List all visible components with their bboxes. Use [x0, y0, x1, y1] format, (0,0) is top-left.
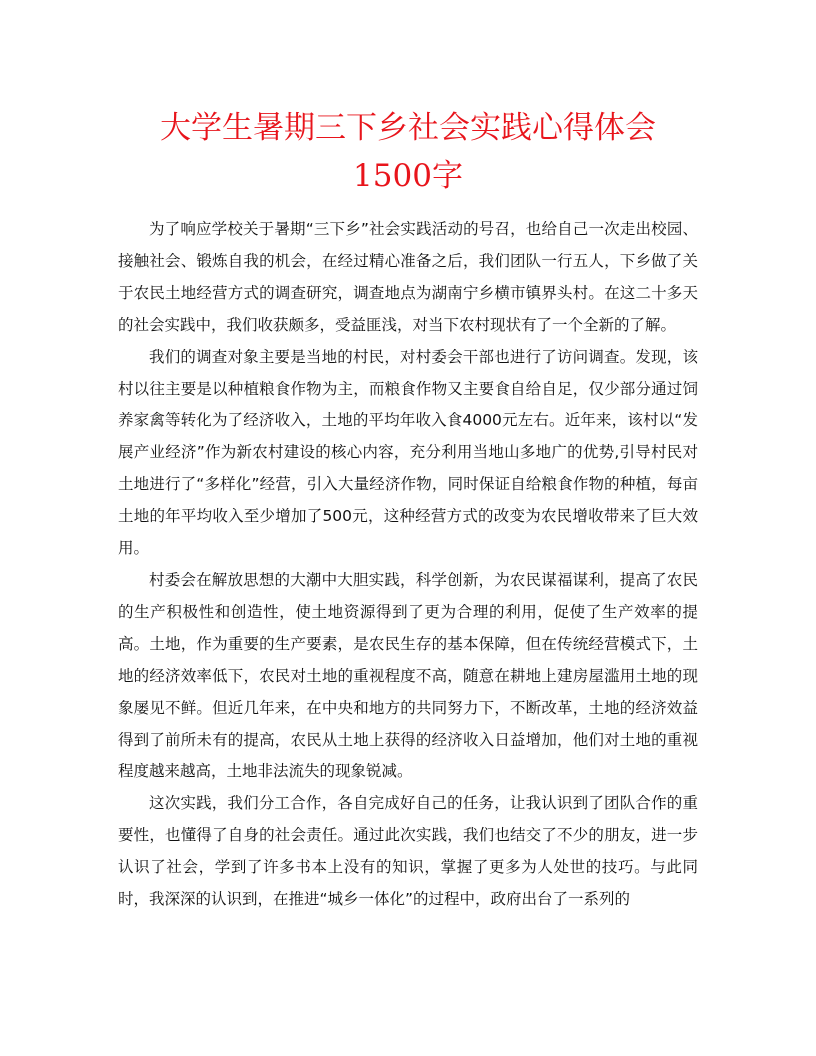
document-body	[118, 214, 698, 916]
paragraph-4: 这次实践，我们分工合作，各自完成好自己的任务，让我认识到了团队合作的重要性，也懂得了自身的社会责任。通过此次实践，我们也结交了不少的朋友，进一步认识了社会，学到了许多书本上没有的知识，掌握了更多为人处世的技巧。与此同时，我深深的认识到，在推进“城乡一体化”的过程中，政府出台了一系列的	[118, 794, 698, 909]
title-line-1: 大学生暑期三下乡社会实践心得体会	[160, 110, 656, 146]
document-title	[100, 104, 716, 200]
paragraph-2: 我们的调查对象主要是当地的村民，对村委会干部也进行了访问调查。发现，该村以往主要是以种植粮食作物为主，而粮食作物又主要食自给自足，仅少部分通过饲养家禽等转化为了经济收入，土地的平均年收入食4000元左右。近年来，该村以“发展产业经济”作为新农村建设的核心内容，充分利用当地山多地广的优势,引导村民对土地进行了“多样化”经营，引入大量经济作物，同时保证自给粮食作物的种植，每亩土地的年平均收入至少增加了500元，这种经营方式的改变为农民增收带来了巨大效用。	[118, 347, 698, 558]
title-line-2: 1500字	[353, 158, 463, 194]
paragraph-1: 为了响应学校关于暑期“三下乡”社会实践活动的号召，也给自己一次走出校园、接触社会、锻炼自我的机会，在经过精心准备之后，我们团队一行五人，下乡做了关于农民土地经营方式的调查研究，调查地点为湖南宁乡横市镇界头村。在这二十多天的社会实践中，我们收获颇多，受益匪浅，对当下农村现状有了一个全新的了解。	[118, 220, 698, 334]
paragraph-3: 村委会在解放思想的大潮中大胆实践，科学创新，为农民谋福谋利，提高了农民的生产积极性和创造性，使土地资源得到了更为合理的利用，促使了生产效率的提高。土地，作为重要的生产要素，是农民生存的基本保障，但在传统经营模式下，土地的经济效率低下，农民对土地的重视程度不高，随意在耕地上建房屋滥用土地的现象屡见不鲜。但近几年来，在中央和地方的共同努力下，不断改革，土地的经济效益得到了前所未有的提高，农民从土地上获得的经济收入日益增加，他们对土地的重视程度越来越高，土地非法流失的现象锐减。	[118, 570, 698, 781]
